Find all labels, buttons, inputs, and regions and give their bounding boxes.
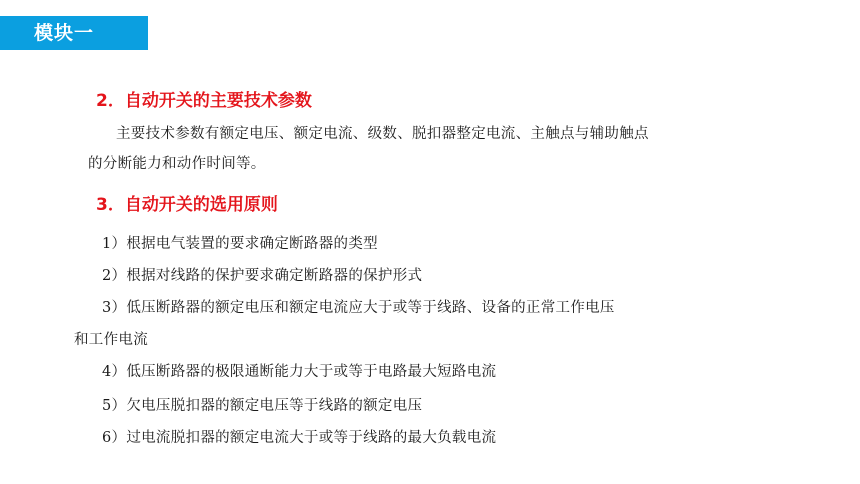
list-item: 5）欠电压脱扣器的额定电压等于线路的额定电压 bbox=[102, 398, 423, 414]
section-2-paragraph-line-2: 的分断能力和动作时间等。 bbox=[88, 156, 266, 172]
list-item: 2）根据对线路的保护要求确定断路器的保护形式 bbox=[102, 268, 423, 284]
module-badge bbox=[0, 16, 148, 50]
list-item: 3）低压断路器的额定电压和额定电流应大于或等于线路、设备的正常工作电压 bbox=[102, 300, 615, 316]
list-item: 4）低压断路器的极限通断能力大于或等于电路最大短路电流 bbox=[102, 364, 497, 380]
module-label: 模块一 bbox=[34, 22, 95, 44]
list-item: 6）过电流脱扣器的额定电流大于或等于线路的最大负载电流 bbox=[102, 430, 497, 446]
section-3-heading: 3．自动开关的选用原则 bbox=[96, 195, 278, 215]
list-item-continuation: 和工作电流 bbox=[74, 332, 148, 348]
section-2-heading: 2．自动开关的主要技术参数 bbox=[96, 91, 312, 111]
section-2-paragraph-line-1: 主要技术参数有额定电压、额定电流、级数、脱扣器整定电流、主触点与辅助触点 bbox=[116, 126, 649, 142]
list-item: 1）根据电气装置的要求确定断路器的类型 bbox=[102, 236, 378, 252]
